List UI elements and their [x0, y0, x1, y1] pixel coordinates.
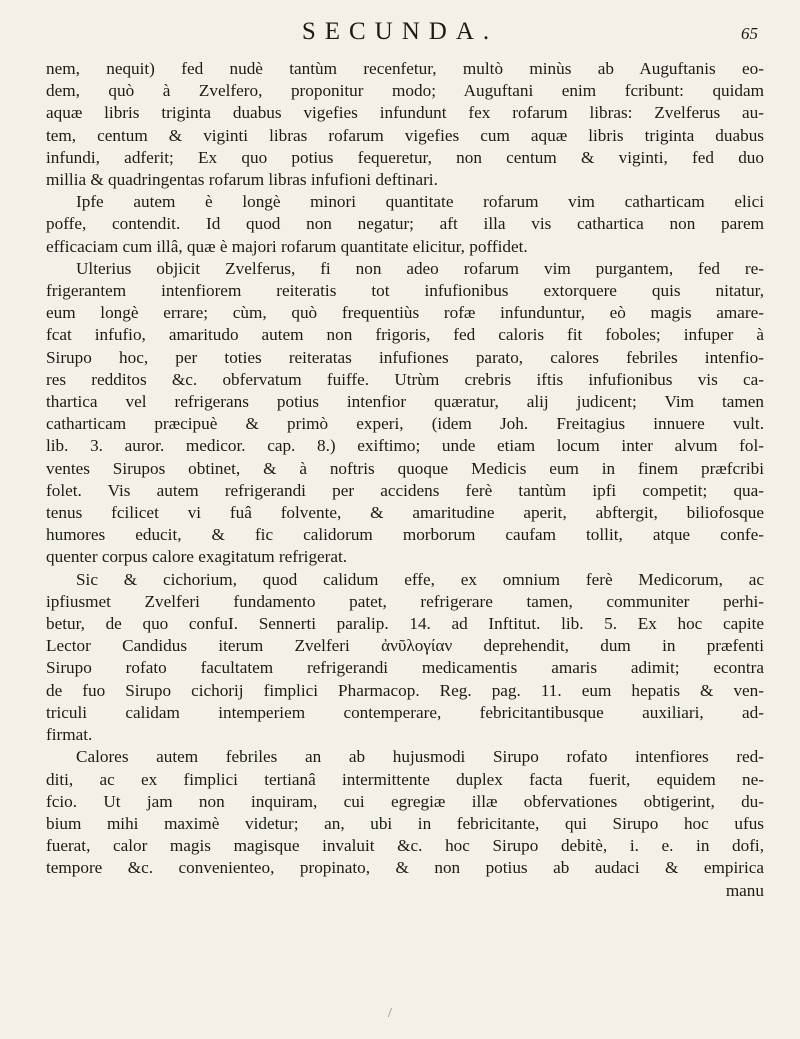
text-line: folet. Vis autem refrigerandi per accidens ferè tantùm ipfi competit; qua-	[46, 480, 764, 500]
text-line: poffe, contendit. Id quod non negatur; aft illa vis cathartica non parem	[46, 214, 764, 234]
text-line: aquæ libris triginta duabus vigefies infundunt fex rofarum libras: Zvelferus au-	[46, 103, 764, 123]
text-line: quenter corpus calore exagitatum refrigerat.	[46, 547, 348, 567]
text-line: humores educit, & fic calidorum morborum caufam tollit, atque confe-	[46, 525, 764, 545]
text-line: Lector Candidus iterum Zvelferi ἀνῦλογίαν deprehendit, dum in præfenti	[46, 636, 764, 656]
text-line: millia & quadringentas rofarum libras infufioni deftinari.	[46, 170, 438, 190]
page-header	[0, 18, 800, 50]
text-line: res redditos &c. obfervatum fuiffe. Utrùm crebris iftis infufionibus vis ca-	[46, 369, 764, 389]
text-line: fuerat, calor magis magisque invaluit &c. hoc Sirupo debitè, i. e. in dofi,	[46, 836, 764, 856]
text-line: eum longè errare; cùm, quò frequentiùs rofæ infunduntur, eò magis amare-	[46, 303, 764, 323]
text-line: frigerantem intenfiorem reiteratis tot infufionibus extorquere quis nitatur,	[46, 281, 764, 301]
text-line: diti, ac ex fimplici tertianâ intermittente duplex facta fuerit, equidem ne-	[46, 769, 764, 789]
text-line: Sirupo rofato facultatem refrigerandi medicamentis amaris adimit; econtra	[46, 658, 764, 678]
text-line: lib. 3. auror. medicor. cap. 8.) exiftimo; unde etiam locum inter alvum fol-	[46, 436, 764, 456]
text-line: efficaciam cum illâ, quæ è majori rofarum quantitate elicitur, poffidet.	[46, 236, 528, 256]
text-line: tenus fcilicet vi fuâ folvente, & amaritudine aperit, abftergit, biliofosque	[46, 503, 764, 523]
text-line: tempore &c. convenienteo, propinato, & non potius ab audaci & empirica	[46, 858, 764, 878]
text-line: Ulterius objicit Zvelferus, fi non adeo rofarum vim purgantem, fed re-	[76, 258, 764, 278]
running-head: SECUNDA.	[301, 18, 499, 45]
margin-mark: /	[388, 1006, 392, 1021]
text-line: betur, de quo confuI. Sennerti paralip. 14. ad Inftitut. lib. 5. Ex hoc capite	[46, 614, 764, 634]
text-line: de fuo Sirupo cichorij fimplici Pharmacop. Reg. pag. 11. eum hepatis & ven-	[46, 680, 764, 700]
text-line: tem, centum & viginti libras rofarum vigefies cum aquæ libris triginta duabus	[46, 125, 764, 145]
text-line: ipfiusmet Zvelferi fundamento patet, refrigerare tamen, communiter perhi-	[46, 591, 764, 611]
text-line: catharticam præcipuè & primò experi, (idem Joh. Freitagius innuere vult.	[46, 414, 764, 434]
body-text	[46, 58, 764, 902]
text-line: dem, quò à Zvelfero, proponitur modo; Auguftani enim fcribunt: quidam	[46, 81, 764, 101]
text-line: ventes Sirupos obtinet, & à noftris quoque Medicis eum in finem præfcribi	[46, 458, 764, 478]
text-line: Calores autem febriles an ab hujusmodi Sirupo rofato intenfiores red-	[76, 747, 764, 767]
text-line: Ipfe autem è longè minori quantitate rofarum vim catharticam elici	[76, 192, 764, 212]
text-line: Sirupo hoc, per toties reiteratas infufiones parato, calores febriles intenfio-	[46, 347, 764, 367]
text-line: thartica vel refrigerans potius intenfior quæratur, alij judicent; Vim tamen	[46, 392, 764, 412]
text-line: firmat.	[46, 725, 93, 745]
text-line: nem, nequit) fed nudè tantùm recenfetur, multò minùs ab Auguftanis eo-	[46, 59, 764, 78]
text-line: Sic & cichorium, quod calidum effe, ex omnium ferè Medicorum, ac	[76, 569, 764, 589]
text-line: infundi, adferit; Ex quo potius fequeretur, non centum & viginti, fed duo	[46, 147, 764, 167]
catchword: manu	[725, 880, 764, 900]
page-number: 65	[741, 24, 758, 43]
text-line: triculi calidam intemperiem contemperare, febricitantibusque auxiliari, ad-	[46, 702, 764, 722]
text-line: fcio. Ut jam non inquiram, cui egregiæ illæ obfervationes obtigerint, du-	[46, 791, 764, 811]
text-line: fcat infufio, amaritudo autem non frigoris, fed caloris fit foboles; infuper à	[46, 325, 764, 345]
text-line: bium mihi maximè videtur; an, ubi in febricitante, qui Sirupo hoc ufus	[46, 813, 764, 833]
